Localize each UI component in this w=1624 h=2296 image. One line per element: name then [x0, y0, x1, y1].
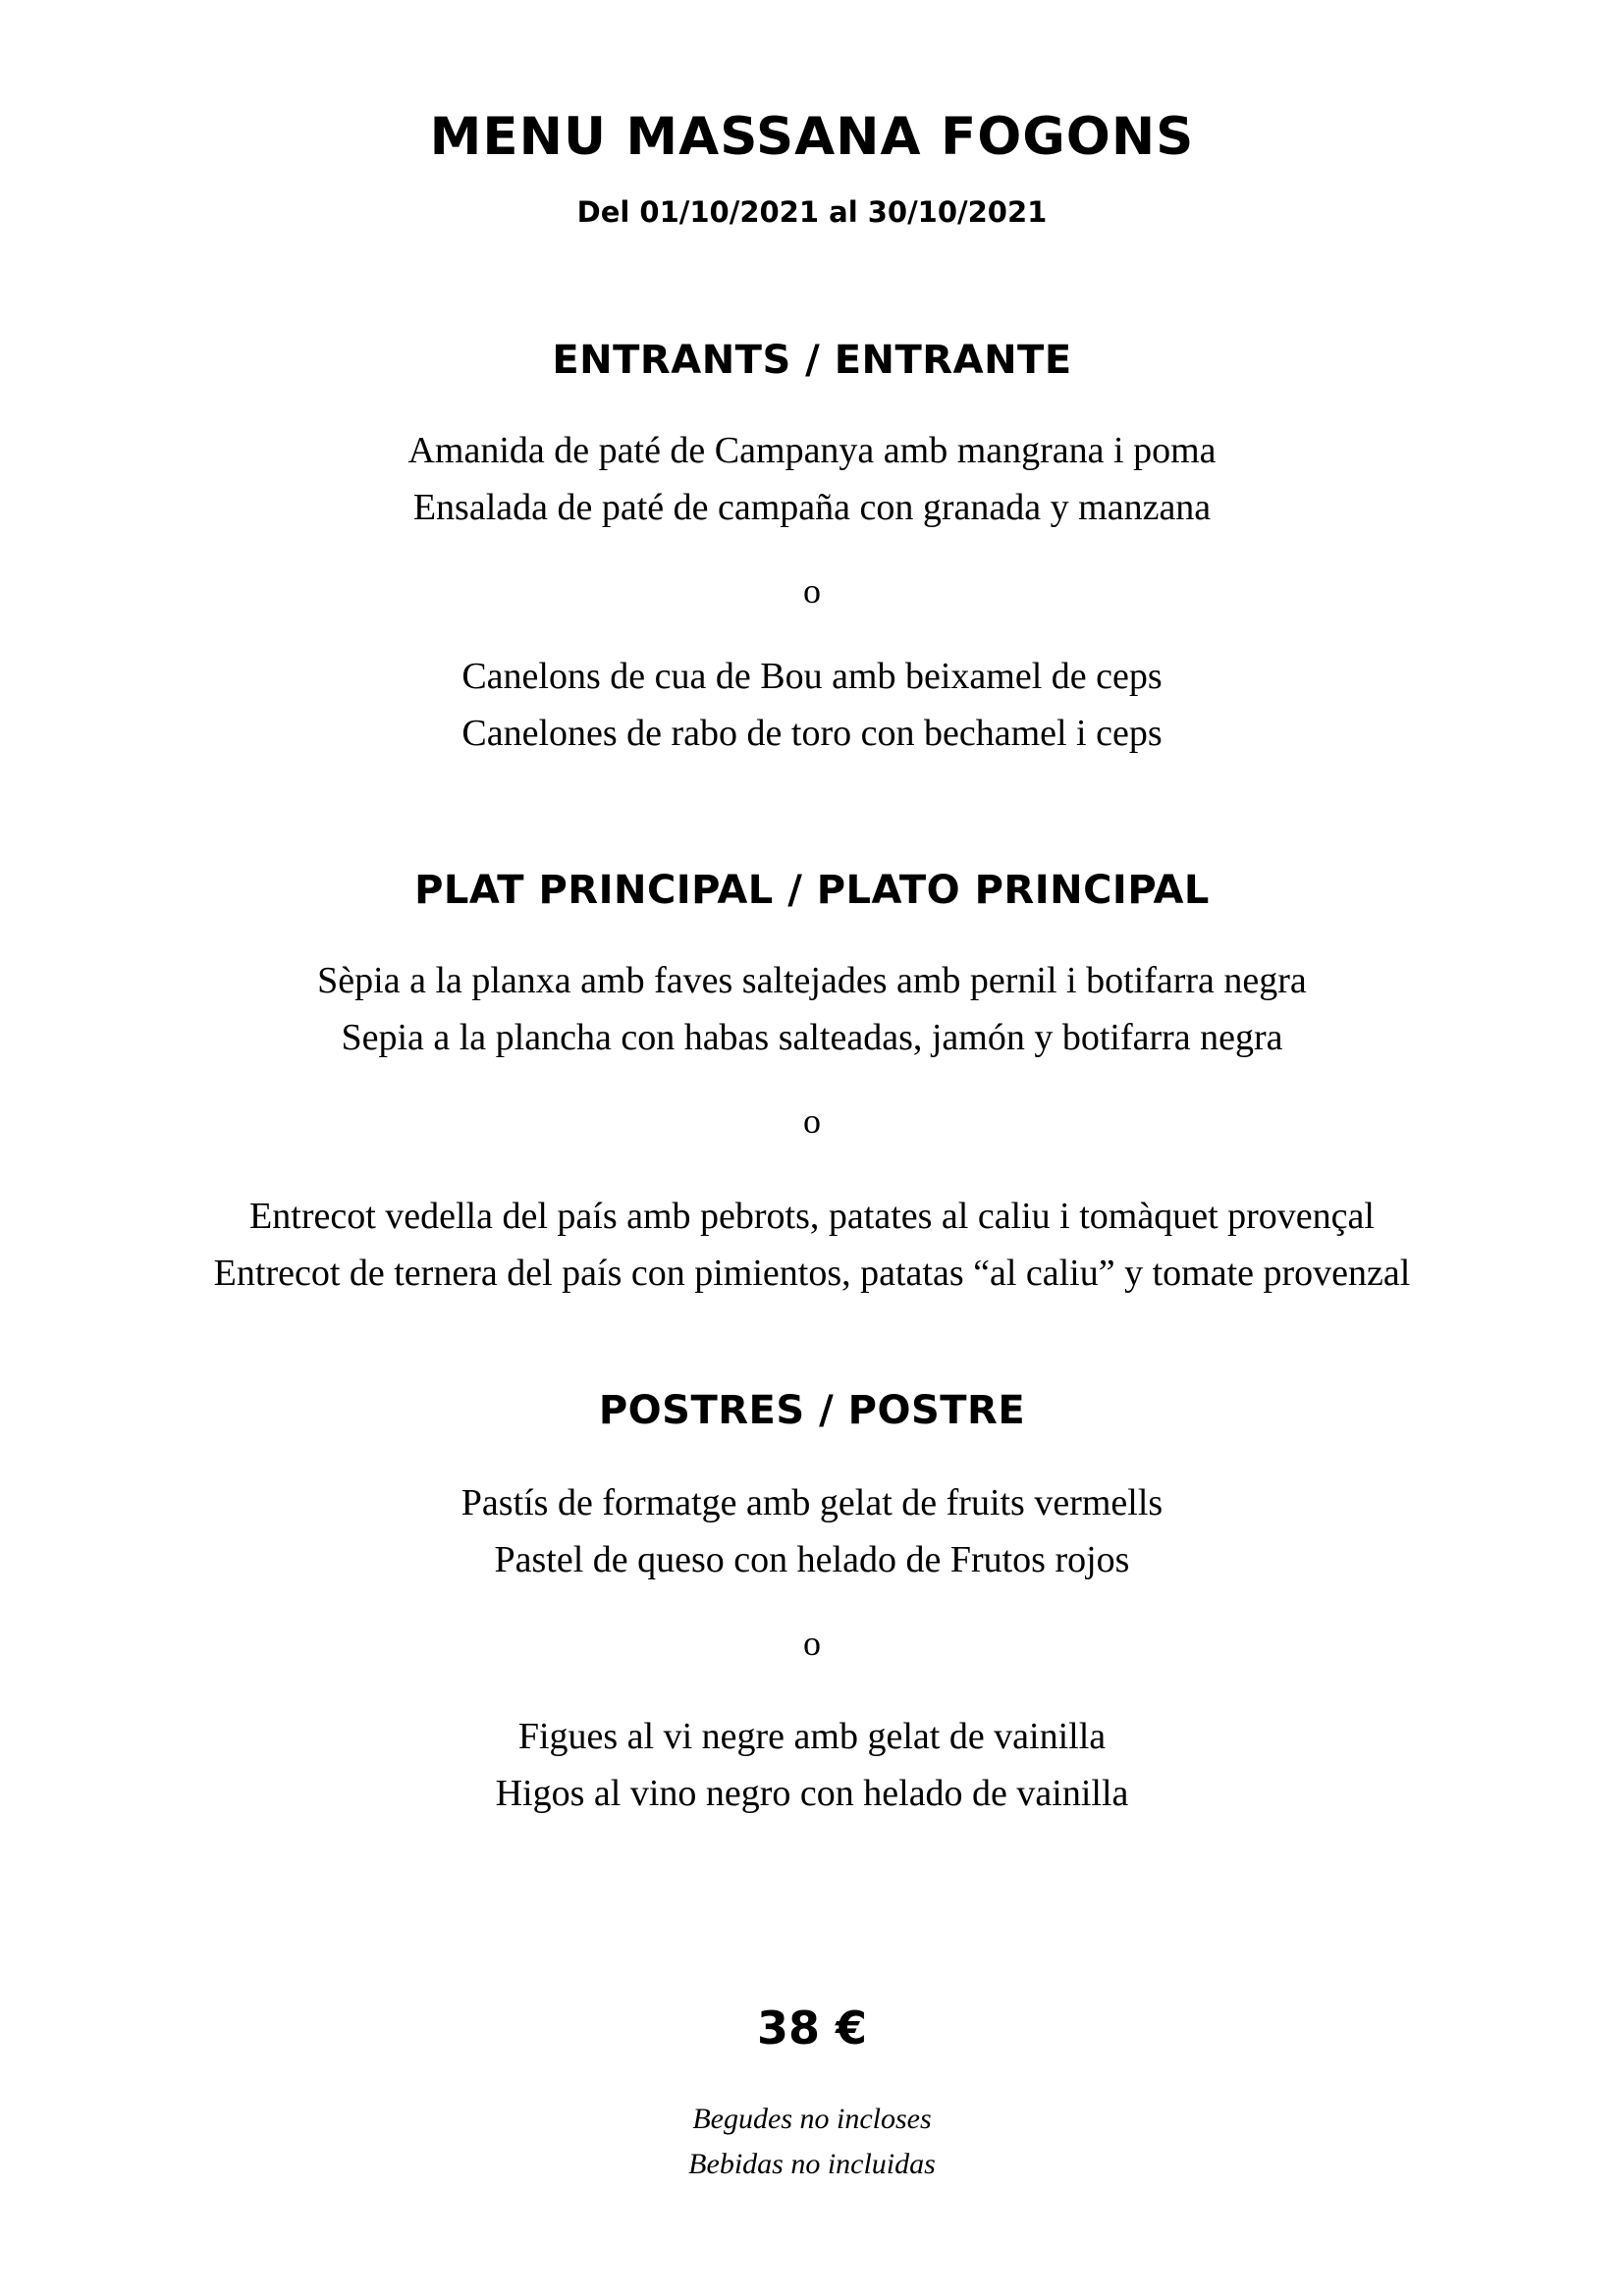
- dish-name-catalan: Amanida de paté de Campanya amb mangrana i poma: [407, 430, 1217, 471]
- dish-name-spanish: Higos al vino negro con helado de vainilla: [495, 1773, 1129, 1814]
- or-separator: o: [803, 571, 821, 611]
- menu-title: MENU MASSANA FOGONS: [429, 107, 1195, 167]
- menu-date-range: Del 01/10/2021 al 30/10/2021: [576, 195, 1048, 229]
- dish-dessert-1: [0, 1474, 1624, 1588]
- dish-name-spanish: Pastel de queso con helado de Frutos rojos: [494, 1539, 1130, 1580]
- section-heading-entrants: ENTRANTS / ENTRANTE: [552, 338, 1072, 383]
- dish-name-catalan: Figues al vi negre amb gelat de vainilla: [517, 1716, 1107, 1757]
- section-heading-main-course: PLAT PRINCIPAL / PLATO PRINCIPAL: [414, 868, 1210, 913]
- dish-entrant-2: [0, 648, 1624, 762]
- or-separator: o: [803, 1101, 821, 1141]
- drinks-note-spanish: Bebidas no incluidas: [688, 2148, 936, 2180]
- dish-main-1: [0, 952, 1624, 1066]
- dish-main-2: [0, 1188, 1624, 1302]
- dish-name-spanish: Ensalada de paté de campaña con granada y manzana: [412, 487, 1212, 528]
- dish-name-spanish: Sepia a la plancha con habas salteadas, jamón y botifarra negra: [341, 1017, 1283, 1058]
- dish-name-spanish: Canelones de rabo de toro con bechamel i ceps: [461, 713, 1163, 754]
- menu-price: 38 €: [756, 2002, 868, 2055]
- dish-name-catalan: Sèpia a la planxa amb faves saltejades amb pernil i botifarra negra: [317, 960, 1307, 1001]
- drinks-note: [0, 2097, 1624, 2187]
- section-heading-desserts: POSTRES / POSTRE: [598, 1388, 1026, 1433]
- dish-name-catalan: Pastís de formatge amb gelat de fruits vermells: [460, 1482, 1164, 1523]
- dish-name-catalan: Entrecot vedella del país amb pebrots, patates al caliu i tomàquet provençal: [249, 1196, 1375, 1237]
- dish-entrant-1: [0, 422, 1624, 536]
- dish-dessert-2: [0, 1708, 1624, 1822]
- drinks-note-catalan: Begudes no incloses: [692, 2103, 932, 2135]
- dish-name-spanish: Entrecot de ternera del país con pimientos, patatas “al caliu” y tomate provenzal: [213, 1253, 1411, 1294]
- dish-name-catalan: Canelons de cua de Bou amb beixamel de ceps: [461, 656, 1163, 697]
- or-separator: o: [803, 1624, 821, 1663]
